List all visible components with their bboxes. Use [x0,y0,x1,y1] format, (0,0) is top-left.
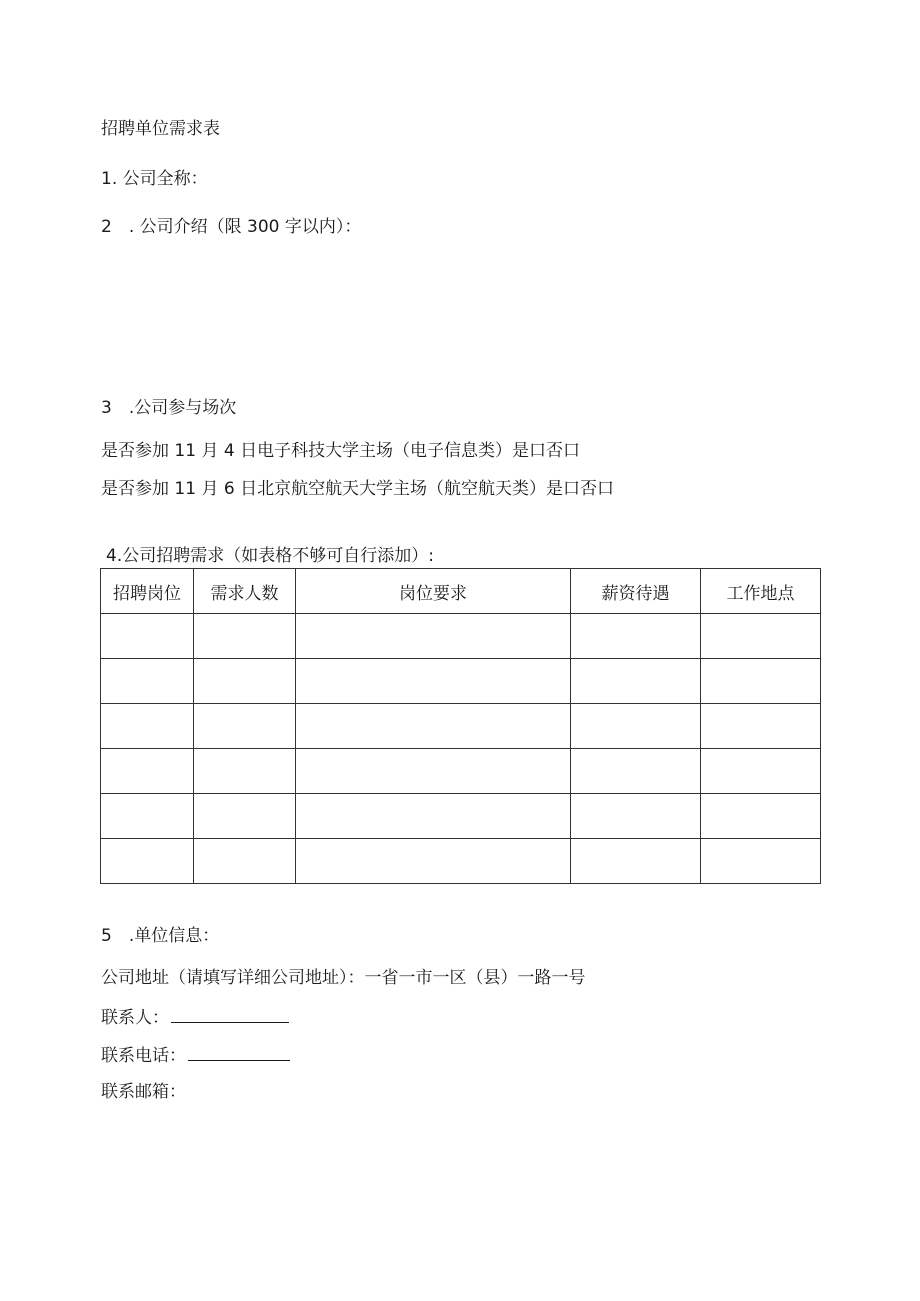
table-cell[interactable] [571,794,701,839]
table-cell[interactable] [296,839,571,884]
table-cell[interactable] [101,704,194,749]
table-cell[interactable] [571,614,701,659]
table-row [101,659,821,704]
table-header-row [101,569,821,614]
table-cell[interactable] [101,839,194,884]
table-cell[interactable] [101,659,194,704]
table-cell[interactable] [571,749,701,794]
header-headcount: 需求人数 [194,569,296,614]
table-cell[interactable] [194,614,296,659]
table-cell[interactable] [571,839,701,884]
header-salary: 薪资待遇 [571,569,701,614]
table-cell[interactable] [701,749,821,794]
header-requirements: 岗位要求 [296,569,571,614]
table-cell[interactable] [701,659,821,704]
contact-email-label: 联系邮箱： [101,1082,186,1102]
table-cell[interactable] [101,794,194,839]
table-cell[interactable] [571,704,701,749]
table-cell[interactable] [101,749,194,794]
recruitment-table [100,568,821,884]
table-cell[interactable] [101,614,194,659]
table-cell[interactable] [296,794,571,839]
table-cell[interactable] [194,704,296,749]
table-row [101,839,821,884]
company-address: 公司地址（请填写详细公司地址）：一省一市一区（县）一路一号 [101,968,586,988]
table-cell[interactable] [296,704,571,749]
table-row [101,614,821,659]
header-location: 工作地点 [701,569,821,614]
table-cell[interactable] [296,659,571,704]
table-cell[interactable] [194,659,296,704]
table-cell[interactable] [701,839,821,884]
table-cell[interactable] [194,839,296,884]
contact-person-field[interactable] [171,1005,289,1023]
section-company-intro: 2 . 公司介绍（限 300 字以内）： [101,217,362,237]
table-cell[interactable] [701,704,821,749]
table-row [101,704,821,749]
contact-person-row [101,1005,289,1029]
table-cell[interactable] [194,794,296,839]
table-cell[interactable] [571,659,701,704]
section-recruitment-needs: 4.公司招聘需求（如表格不够可自行添加）: [106,546,434,566]
table-cell[interactable] [701,794,821,839]
header-position: 招聘岗位 [101,569,194,614]
contact-phone-label: 联系电话： [101,1046,186,1066]
contact-person-label: 联系人： [101,1008,169,1028]
table-cell[interactable] [701,614,821,659]
page-title: 招聘单位需求表 [101,119,220,139]
participation-option-2: 是否参加 11 月 6 日北京航空航天大学主场（航空航天类）是口否口 [101,479,615,499]
section-participation: 3 .公司参与场次 [101,398,237,418]
table-cell[interactable] [296,749,571,794]
table-row [101,794,821,839]
contact-phone-field[interactable] [188,1043,290,1061]
section-company-name: 1. 公司全称： [101,169,208,189]
contact-phone-row [101,1043,290,1067]
table-row [101,749,821,794]
table-cell[interactable] [296,614,571,659]
table-cell[interactable] [194,749,296,794]
section-company-info: 5 .单位信息： [101,926,220,946]
participation-option-1: 是否参加 11 月 4 日电子科技大学主场（电子信息类）是口否口 [101,441,581,461]
contact-email-row [101,1081,186,1103]
